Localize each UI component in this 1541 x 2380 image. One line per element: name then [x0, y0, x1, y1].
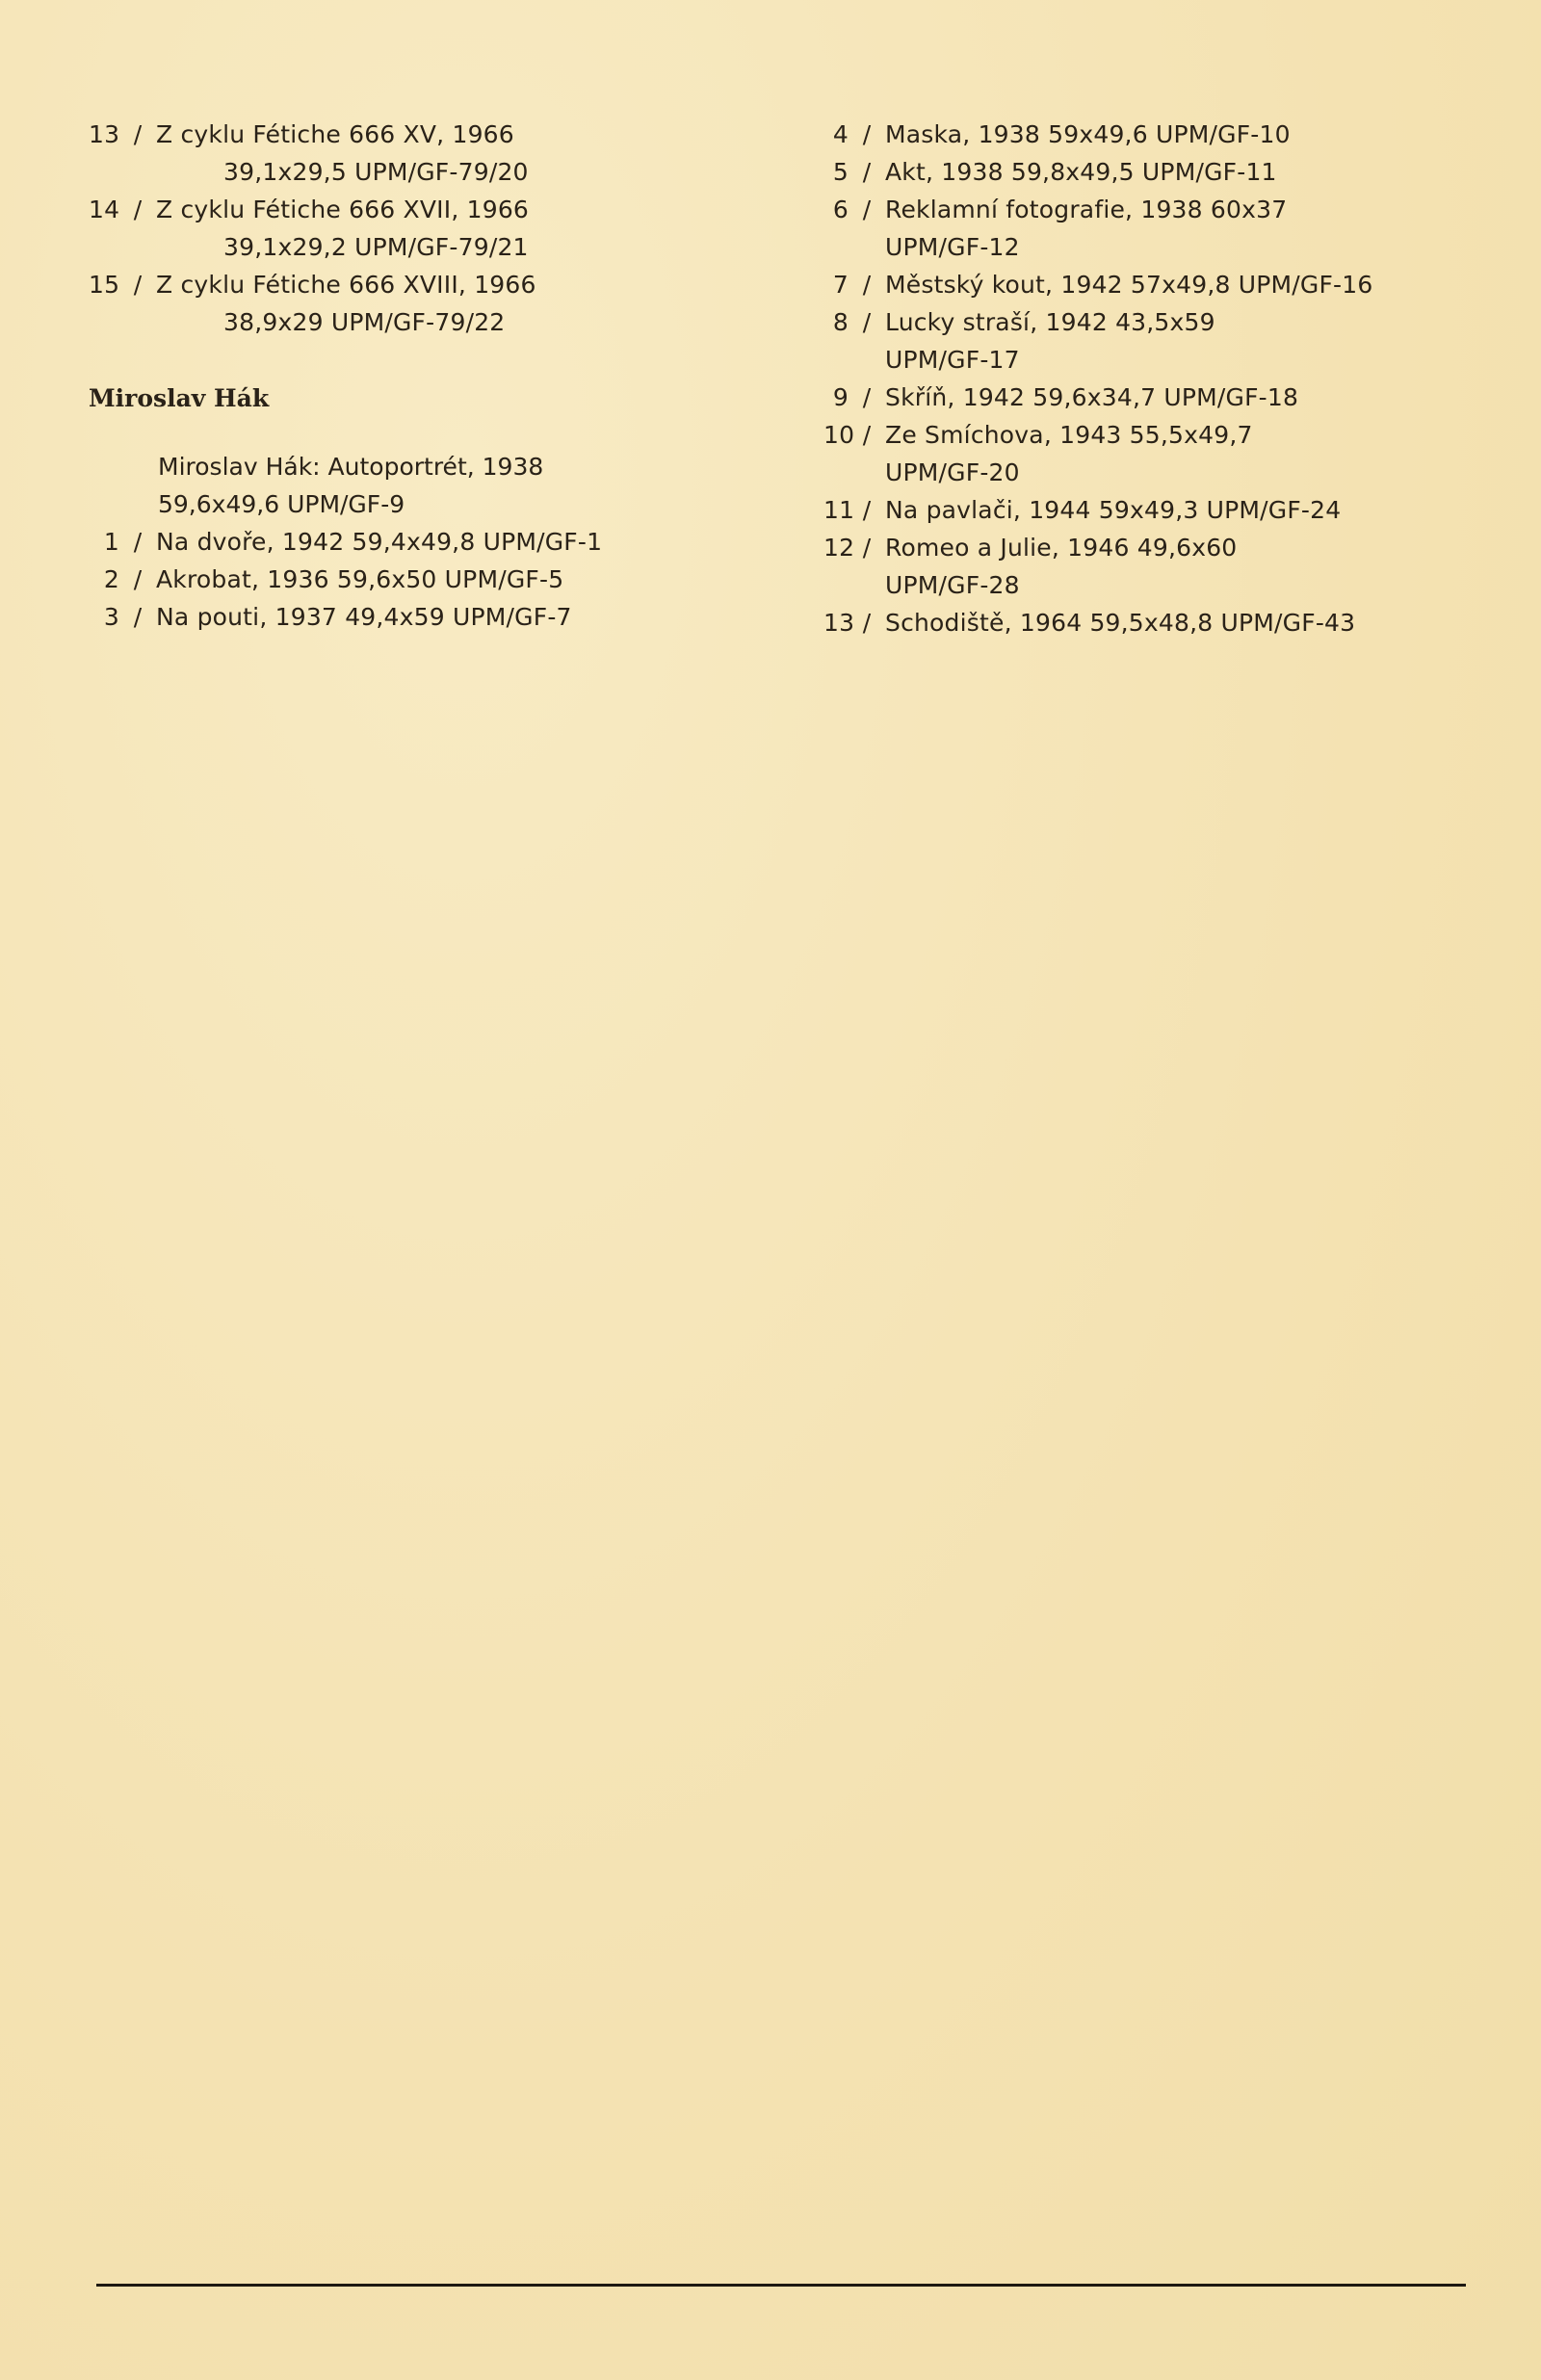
entry-separator: /: [133, 271, 143, 299]
catalog-entry: [89, 266, 705, 341]
section-heading-miroslav-hak: Miroslav Hák: [89, 384, 270, 412]
entry-separator: /: [133, 565, 143, 593]
entry-number: 14: [89, 196, 120, 223]
entry-text: [885, 379, 1298, 416]
entry-number: 7: [832, 271, 849, 299]
catalog-entry: [823, 191, 1478, 266]
bottom-rule: [96, 2284, 1466, 2287]
catalog-entry: [823, 416, 1478, 491]
entry-text: [156, 523, 602, 561]
entry-details: 39,1x29,2 UPM/GF-79/21: [223, 233, 529, 261]
entry-title: Z cyklu Fétiche 666 XVIII, 1966: [156, 271, 536, 299]
entry-number: 8: [832, 308, 849, 336]
entry-details: 38,9x29 UPM/GF-79/22: [223, 308, 506, 336]
entry-separator: /: [862, 421, 872, 449]
entry-title: Romeo a Julie, 1946 49,6x60: [885, 534, 1238, 562]
catalog-entry: [823, 303, 1478, 379]
intro-entry-line-1: Miroslav Hák: Autoportrét, 1938: [158, 453, 544, 481]
entry-title: Z cyklu Fétiche 666 XV, 1966: [156, 120, 514, 148]
entry-separator: /: [862, 196, 872, 223]
entry-number: 2: [103, 565, 119, 593]
entries-right: [823, 116, 1478, 641]
right-column: [823, 116, 1478, 641]
entry-separator: /: [862, 308, 872, 336]
entry-title: Lucky straší, 1942 43,5x59: [885, 308, 1215, 336]
entry-number: 5: [832, 158, 849, 186]
intro-entry-line-2: 59,6x49,6 UPM/GF-9: [158, 490, 405, 518]
entry-text: [885, 529, 1237, 604]
entry-title: Z cyklu Fétiche 666 XVII, 1966: [156, 196, 530, 223]
entry-details: UPM/GF-17: [885, 346, 1020, 374]
entries-top: [89, 116, 705, 341]
entry-separator: /: [133, 196, 143, 223]
entry-details: 39,1x29,5 UPM/GF-79/20: [223, 158, 529, 186]
entry-text: [156, 116, 529, 191]
entry-separator: /: [862, 534, 872, 562]
entry-text: [885, 266, 1373, 303]
catalog-entry: [823, 529, 1478, 604]
entry-title: Na dvoře, 1942 59,4x49,8 UPM/GF-1: [156, 528, 603, 556]
catalog-entry: [89, 598, 705, 636]
intro-entry: [89, 448, 705, 523]
entry-separator: /: [862, 271, 872, 299]
catalog-entry: [823, 153, 1478, 191]
entry-number: 13: [823, 609, 855, 637]
left-column: [89, 116, 705, 636]
catalog-entry: [823, 491, 1478, 529]
entry-title: Ze Smíchova, 1943 55,5x49,7: [885, 421, 1253, 449]
catalog-entry: [823, 379, 1478, 416]
entry-text: [156, 191, 529, 266]
entry-title: Akrobat, 1936 59,6x50 UPM/GF-5: [156, 565, 564, 593]
entry-title: Reklamní fotografie, 1938 60x37: [885, 196, 1288, 223]
catalog-entry: [823, 116, 1478, 153]
entries-bottom: [89, 523, 705, 636]
entry-number: 9: [832, 383, 849, 411]
entry-separator: /: [133, 528, 143, 556]
entry-text: [885, 191, 1287, 266]
entry-text: [156, 266, 536, 341]
catalog-entry: [89, 523, 705, 561]
entry-number: 15: [89, 271, 120, 299]
entry-text: [885, 303, 1215, 379]
catalog-entry: [823, 604, 1478, 641]
entry-text: [885, 604, 1355, 641]
entry-number: 1: [103, 528, 119, 556]
entry-separator: /: [862, 383, 872, 411]
entry-number: 4: [832, 120, 849, 148]
entry-number: 13: [89, 120, 120, 148]
entry-separator: /: [862, 609, 872, 637]
entry-title: Městský kout, 1942 57x49,8 UPM/GF-16: [885, 271, 1373, 299]
entry-text: [156, 598, 572, 636]
entry-separator: /: [862, 158, 872, 186]
entry-details: UPM/GF-12: [885, 233, 1020, 261]
entry-details: UPM/GF-28: [885, 571, 1020, 599]
entry-separator: /: [133, 603, 143, 631]
entry-number: 11: [823, 496, 855, 524]
entry-text: [885, 116, 1291, 153]
catalog-entry: [823, 266, 1478, 303]
entry-title: Na pavlači, 1944 59x49,3 UPM/GF-24: [885, 496, 1342, 524]
entry-title: Skříň, 1942 59,6x34,7 UPM/GF-18: [885, 383, 1299, 411]
entry-number: 3: [103, 603, 119, 631]
entry-number: 6: [832, 196, 849, 223]
entry-title: Akt, 1938 59,8x49,5 UPM/GF-11: [885, 158, 1277, 186]
catalog-entry: [89, 561, 705, 598]
entry-text: [156, 561, 563, 598]
entry-text: [885, 491, 1341, 529]
entry-separator: /: [862, 120, 872, 148]
entry-text: [885, 153, 1277, 191]
entry-title: Maska, 1938 59x49,6 UPM/GF-10: [885, 120, 1291, 148]
entry-details: UPM/GF-20: [885, 458, 1020, 486]
entry-number: 12: [823, 534, 855, 562]
entry-separator: /: [862, 496, 872, 524]
entry-text: [885, 416, 1253, 491]
entry-number: 10: [823, 421, 855, 449]
entry-title: Na pouti, 1937 49,4x59 UPM/GF-7: [156, 603, 572, 631]
entry-title: Schodiště, 1964 59,5x48,8 UPM/GF-43: [885, 609, 1356, 637]
entry-separator: /: [133, 120, 143, 148]
catalog-entry: [89, 191, 705, 266]
catalog-entry: [89, 116, 705, 191]
